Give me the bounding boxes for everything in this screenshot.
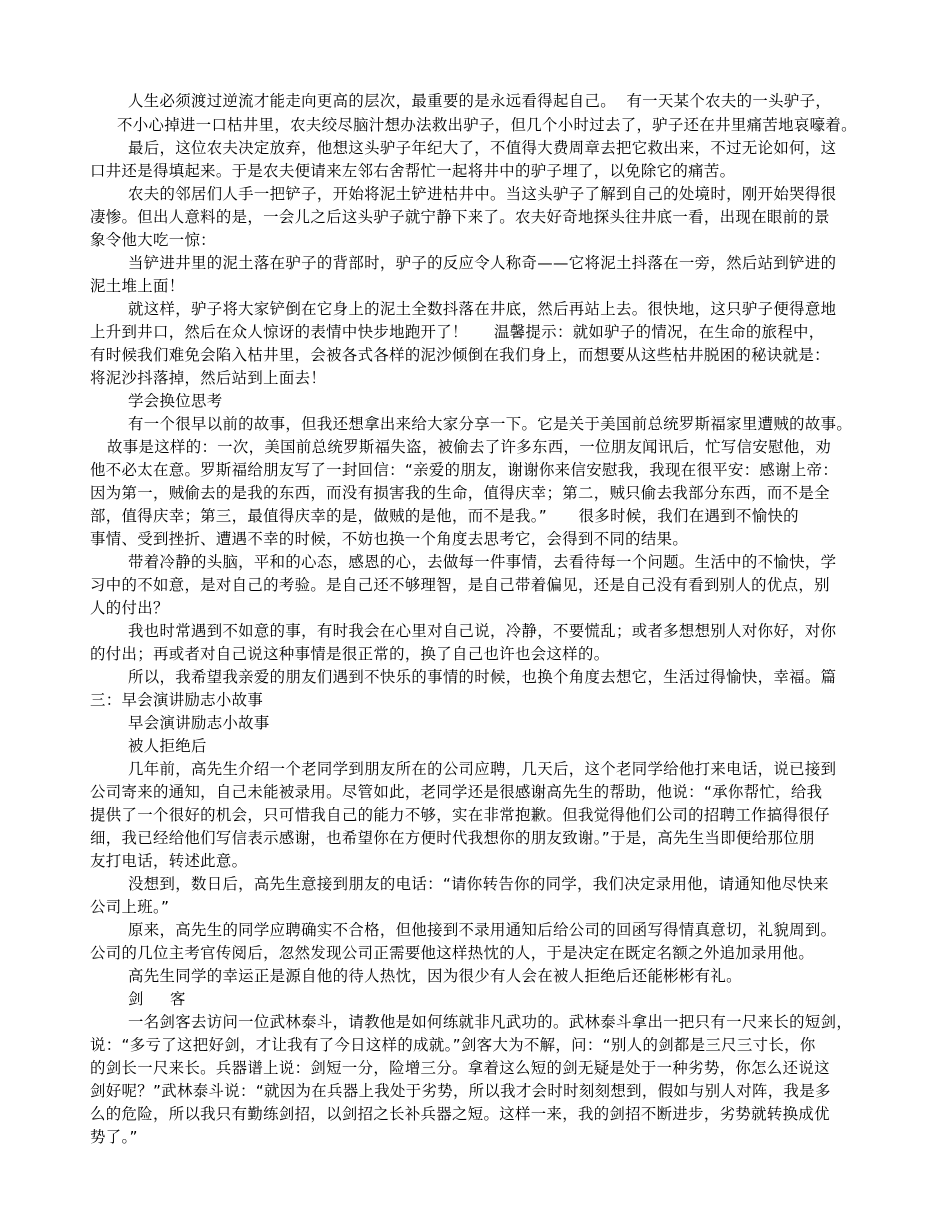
text-line: 没想到，数日后，高先生意接到朋友的电话：“请你转告你的同学，我们决定录用他，请通知他尽快来 [128,875,829,893]
text-line: 上升到井口，然后在众人惊讶的表情中快步地跑开了！ 温馨提示：就如驴子的情况，在生命的旅程中， [90,323,825,341]
text-line: 部，值得庆幸；第三，最值得庆幸的是，做贼的是他，而不是我。” 很多时候，我们在遇到不愉快的 [90,507,799,525]
text-line: 剑好呢？”武林泰斗说：“就因为在兵器上我处于劣势，所以我才会时时刻刻想到，假如与别人对阵，我是多 [90,1082,831,1100]
text-line: 的付出；再或者对自己说这种事情是很正常的，换了自己也许也会这样的。 [90,645,610,663]
text-line: 象令他大吃一惊： [90,231,216,249]
text-line: 当铲进井里的泥土落在驴子的背部时，驴子的反应令人称奇——它将泥土抖落在一旁，然后站到铲进的 [128,254,837,272]
text-line: 他不必太在意。罗斯福给朋友写了一封回信：“亲爱的朋友，谢谢你来信安慰我，我现在很平安：感谢上帝： [90,461,839,479]
text-line: 人生必须渡过逆流才能走向更高的层次，最重要的是永远看得起自己。 有一天某个农夫的一头驴子， [128,92,832,110]
text-line: 高先生同学的幸运正是源自他的待人热忱，因为很少有人会在被人拒绝后还能彬彬有礼。 [128,967,742,985]
text-line: 我也时常遇到不如意的事，有时我会在心里对自己说，冷静，不要慌乱；或者多想想别人对你好，对你 [128,622,837,640]
text-line: 有时候我们难免会陷入枯井里，会被各式各样的泥沙倾倒在我们身上，而想要从这些枯井脱困的秘诀就是： [90,346,830,364]
text-line: 最后，这位农夫决定放弃，他想这头驴子年纪大了，不值得大费周章去把它救出来，不过无论如何，这 [128,139,837,157]
section-heading: 剑 客 [128,990,186,1008]
text-line: 公司的几位主考官传阅后，忽然发现公司正需要他这样热忱的人，于是决定在既定名额之外追加录用他。 [90,944,815,962]
text-line: 一名剑客去访问一位武林泰斗，请教他是如何练就非凡武功的。武林泰斗拿出一把只有一尺来长的短剑， [128,1013,853,1031]
text-line: 带着冷静的头脑，平和的心态，感恩的心，去做每一件事情，去看待每一个问题。生活中的不愉快，学 [128,553,837,571]
text-line: 三：早会演讲励志小故事 [90,691,264,709]
text-line: 势了。” [90,1128,138,1146]
text-line: 么的危险，所以我只有勤练剑招，以剑招之长补兵器之短。这样一来，我的剑招不断进步，劣势就转换成优 [90,1105,830,1123]
text-line: 说：“多亏了这把好剑，才让我有了今日这样的成就。”剑客大为不解，问：“别人的剑都是三尺三寸长，你 [90,1036,816,1054]
text-line: 提供了一个很好的机会，只可惜我自己的能力不够，实在非常抱歉。但我觉得他们公司的招聘工作搞得很仔 [90,806,830,824]
section-heading: 学会换位思考 [128,392,223,410]
text-line: 公司上班。” [90,898,170,916]
text-line: 人的付出？ [90,599,169,617]
text-line: 因为第一，贼偷去的是我的东西，而没有损害我的生命，值得庆幸；第二，贼只偷去我部分东西，而不是全 [90,484,830,502]
text-line: 故事是这样的：一次，美国前总统罗斯福失盗，被偷去了许多东西，一位朋友闻讯后，忙写信安慰他，劝 [107,438,832,456]
text-line: 公司寄来的通知，自己未能被录用。尽管如此，老同学还是很感谢高先生的帮助，他说：“承你帮忙，给我 [90,783,823,801]
section-heading: 早会演讲励志小故事 [128,714,270,732]
text-line: 细，我已经给他们写信表示感谢，也希望你在方便时代我想你的朋友致谢。”于是，高先生当即便给那位朋 [90,829,815,847]
text-line: 凄惨。但出人意料的是，一会儿之后这头驴子就宁静下来了。农夫好奇地探头往井底一看，出现在眼前的景 [90,208,830,226]
text-line: 农夫的邻居们人手一把铲子，开始将泥土铲进枯井中。当这头驴子了解到自己的处境时，刚开始哭得很 [128,185,837,203]
text-line: 有一个很早以前的故事，但我还想拿出来给大家分享一下。它是关于美国前总统罗斯福家里遭贼的故事。 [128,415,853,433]
text-line: 泥土堆上面！ [90,277,185,295]
text-line: 友打电话，转述此意。 [90,852,248,870]
text-line: 习中的不如意，是对自己的考验。是自己还不够理智，是自己带着偏见，还是自己没有看到别人的优点，别 [90,576,830,594]
text-line: 口井还是得填起来。于是农夫便请来左邻右舍帮忙一起将井中的驴子埋了，以免除它的痛苦。 [90,162,736,180]
text-line: 就这样，驴子将大家铲倒在它身上的泥土全数抖落在井底，然后再站上去。很快地，这只驴子便得意地 [128,300,837,318]
text-line: 将泥沙抖落掉，然后站到上面去！ [90,369,327,387]
text-line: 原来，高先生的同学应聘确实不合格，但他接到不录用通知后给公司的回函写得情真意切，礼貌周到。 [128,921,837,939]
text-line: 不小心掉进一口枯井里，农夫绞尽脑汁想办法救出驴子，但几个小时过去了，驴子还在井里痛苦地哀嚎着。 [117,116,857,134]
text-line: 事情、受到挫折、遭遇不幸的时候，不妨也换一个角度去思考它，会得到不同的结果。 [90,530,689,548]
text-line: 的剑长一尺来长。兵器谱上说：剑短一分，险增三分。拿着这么短的剑无疑是处于一种劣势，你怎么还说这 [90,1059,830,1077]
section-heading: 被人拒绝后 [128,737,207,755]
text-line: 所以，我希望我亲爱的朋友们遇到不快乐的事情的时候，也换个角度去想它，生活过得愉快，幸福。篇 [128,668,837,686]
text-line: 几年前，高先生介绍一个老同学到朋友所在的公司应聘，几天后，这个老同学给他打来电话，说已接到 [128,760,837,778]
